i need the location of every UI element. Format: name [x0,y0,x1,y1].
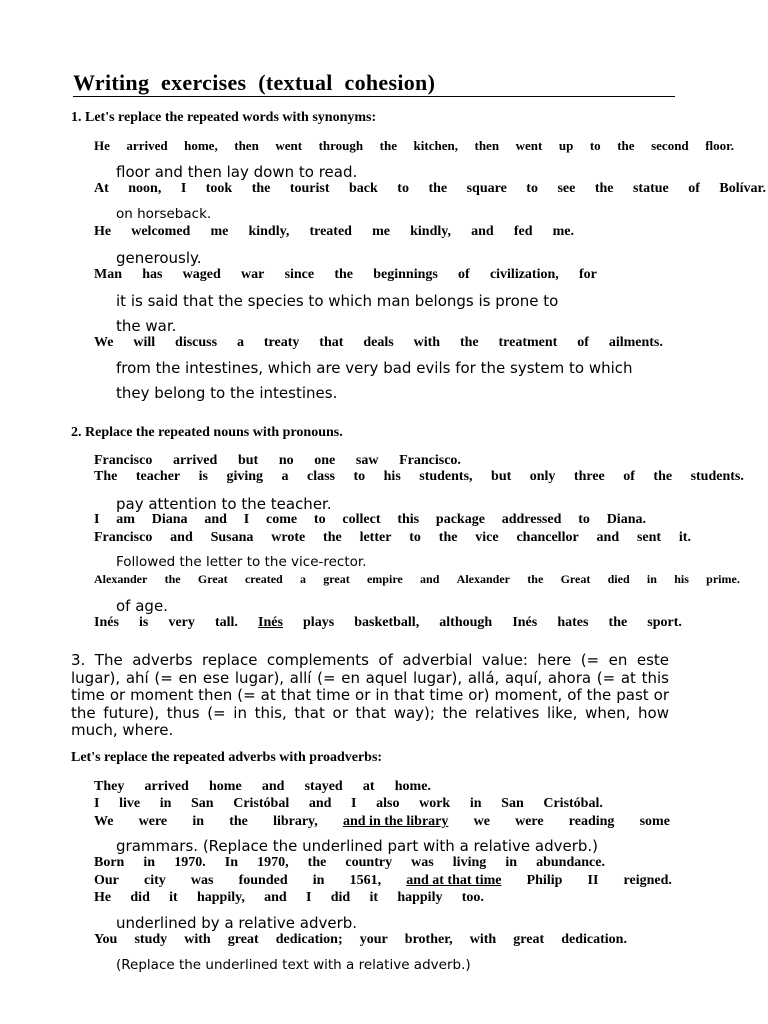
word: and [596,530,620,545]
word: and [204,512,227,527]
word: library, [273,814,318,829]
s3-line6 [94,890,484,906]
word: in [469,796,482,811]
section3-paragraph: 3. The adverbs replace complements of adverbial value: here (= en este lugar), ahí (= en ese lugar), allí (= en aquel lugar), allá, aquí, ahora (= at this time or moment then (= at that time or in that time or) moment, of the past or the future), thus (= in this, that or that way); the relatives like, when, how much, where. [71,651,669,739]
word: were [138,814,168,829]
word: 1561, [349,873,382,888]
word: the [608,615,628,630]
word: tourist [289,181,330,196]
word: waged [182,267,221,282]
word: kindly, [410,224,451,239]
word: Our [94,873,119,888]
word: empire [366,572,403,586]
word: In [224,855,238,870]
s2-line5b: of age. [116,597,168,615]
word: I [351,796,357,811]
word: deals [363,335,394,350]
word: dedication. [561,932,627,947]
word: to [313,512,326,527]
word: sport. [647,615,682,630]
word: was [411,855,434,870]
word: did [130,890,150,905]
word: ailments. [608,335,663,350]
word: chancellor [516,530,579,545]
word: of [623,469,635,484]
s1-line5b: from the intestines, which are very bad evils for the system to which [116,359,633,377]
word: Bolívar. [719,181,766,196]
word: very [168,615,195,630]
word: Cristóbal. [543,796,603,811]
word: great [323,572,350,586]
word: treaty [263,335,300,350]
word: of [688,181,700,196]
word: home. [394,779,431,794]
word: treatment [498,335,558,350]
word: in [505,855,518,870]
word: city [144,873,166,888]
s2-line4 [94,530,691,546]
word: At [94,181,109,196]
word: up [558,138,574,153]
s1-line1 [94,138,734,154]
word: is [139,615,149,630]
word: but [491,469,512,484]
word: arrived [172,453,218,468]
word: great [227,932,259,947]
word: fed [513,224,533,239]
word: prime. [706,572,740,586]
word: dedication; [275,932,343,947]
word: me [210,224,229,239]
word: You [94,932,118,947]
word: We [94,335,114,350]
s3-line7 [94,932,627,948]
s1-line4 [94,267,597,283]
word: hates [557,615,589,630]
word: am [116,512,135,527]
word: at [362,779,375,794]
s1-line2 [94,181,766,197]
word: the [307,855,327,870]
word: the [459,335,479,350]
word: did [330,890,351,905]
word: San [501,796,524,811]
word: The [94,469,118,484]
s1-line4b: it is said that the species to which man belongs is prone to [116,292,559,310]
word: living [452,855,487,870]
word: happily [397,890,443,905]
word: then [474,138,500,153]
word: teacher [135,469,181,484]
s2-line5 [94,572,740,587]
word: to [409,530,421,545]
word: me [372,224,390,239]
s3-line1 [94,779,431,795]
s3-line2 [94,796,603,812]
word: class [307,469,335,484]
word: students. [690,469,744,484]
s3-line5 [94,873,672,889]
word: one [314,453,336,468]
word: founded [238,873,288,888]
word: also [376,796,400,811]
word: it [169,890,178,905]
word: civilization, [489,267,559,282]
word: went [515,138,543,153]
word: Born [94,855,125,870]
s1-line1b: floor and then lay down to read. [116,163,358,181]
word: the [323,530,342,545]
word: Inés [512,615,538,630]
word: wrote [271,530,306,545]
page-title: Writing exercises (textual cohesion) [73,70,675,97]
word: floor. [705,138,734,153]
word: country [345,855,393,870]
word: a [281,469,289,484]
word: students, [419,469,473,484]
s1-line3b: generously. [116,249,202,267]
word: to [578,512,590,527]
word: I [94,512,100,527]
word: Cristóbal [233,796,290,811]
word: Francisco [94,453,153,468]
word: kitchen, [413,138,458,153]
word: Diana. [606,512,646,527]
word: noon, [128,181,162,196]
word: welcomed [131,224,191,239]
word: Francisco [94,530,153,545]
section1-heading: 1. Let's replace the repeated words with synonyms: [71,110,377,125]
word: package [435,512,485,527]
word: and [420,572,440,586]
word: Inés [94,615,119,630]
word: 1970, [257,855,289,870]
word: stayed [304,779,343,794]
word: with [413,335,441,350]
word: a [299,572,306,586]
word: letter [359,530,392,545]
s3-line3 [94,814,670,830]
word: abundance. [536,855,605,870]
word: of [458,267,470,282]
s1-line2b: on horseback. [116,206,212,222]
word: see [557,181,576,196]
s1-line4c: the war. [116,317,177,335]
word: the [438,530,458,545]
word: with [184,932,211,947]
word: only [529,469,556,484]
word: vice [475,530,499,545]
s3-line7b: (Replace the underlined text with a relative adverb.) [116,957,471,973]
word: in [159,796,172,811]
word: Philip [526,873,563,888]
word: I [180,181,187,196]
word: a [236,335,244,350]
word: although [439,615,493,630]
word: to [397,181,409,196]
word: square [466,181,507,196]
word: discuss [175,335,218,350]
s1-line3 [94,224,574,240]
word: it [369,890,379,905]
word: arrived [126,138,168,153]
word: was [190,873,214,888]
word: me. [552,224,574,239]
word: 1970. [174,855,206,870]
word: for [578,267,597,282]
word: and [261,779,285,794]
word: war [241,267,265,282]
word: I [243,512,250,527]
word: live [119,796,141,811]
s1-line5 [94,335,663,351]
underlined-word: and at that time [406,873,502,888]
word: the [229,814,248,829]
word: come [266,512,298,527]
s2-line1 [94,453,461,469]
word: some [639,814,670,829]
word: back [349,181,378,196]
word: with [469,932,497,947]
word: II [587,873,599,888]
word: Great [560,572,591,586]
word: He [94,224,112,239]
word: died [607,572,630,586]
word: the [594,181,614,196]
word: I [94,796,100,811]
word: I [306,890,312,905]
word: is [198,469,208,484]
word: took [205,181,233,196]
s2-line4b: Followed the letter to the vice-rector. [116,554,367,570]
word: the [251,181,271,196]
word: sent [636,530,662,545]
word: no [278,453,294,468]
word: plays [303,615,335,630]
section2-heading: 2. Replace the repeated nouns with pronouns. [71,425,343,440]
s2-line2 [94,469,744,485]
word: and [308,796,332,811]
word: the [527,572,544,586]
word: tall. [214,615,238,630]
word: your [359,932,388,947]
word: his [674,572,689,586]
word: but [237,453,259,468]
word: were [515,814,544,829]
word: brother, [404,932,453,947]
word: Diana [151,512,188,527]
word: home, [184,138,218,153]
word: reigned. [623,873,672,888]
s2-line3 [94,512,646,528]
word: too. [461,890,484,905]
word: we [473,814,490,829]
s3-line3b: grammars. (Replace the underlined part with a relative adverb.) [116,837,598,855]
word: home [209,779,242,794]
word: They [94,779,125,794]
word: in [143,855,156,870]
word: Susana [210,530,254,545]
word: work [419,796,451,811]
word: great [513,932,545,947]
underlined-word: Inés [258,615,283,630]
word: beginnings [373,267,438,282]
word: this [397,512,420,527]
underlined-word: and in the library [342,814,449,829]
word: the [334,267,354,282]
word: it. [678,530,691,545]
word: He [94,890,112,905]
word: giving [226,469,264,484]
word: basketball, [354,615,420,630]
word: to [589,138,601,153]
s1-line5c: they belong to the intestines. [116,384,338,402]
word: will [133,335,156,350]
word: in [192,814,205,829]
word: We [94,814,114,829]
word: went [275,138,303,153]
s3-line6b: underlined by a relative adverb. [116,914,358,932]
word: the [653,469,673,484]
word: the [164,572,181,586]
word: addressed [501,512,562,527]
word: and [170,530,193,545]
word: and [264,890,287,905]
word: Man [94,267,122,282]
word: in [312,873,325,888]
word: three [573,469,605,484]
word: collect [342,512,381,527]
word: happily, [196,890,245,905]
word: in [646,572,657,586]
word: treated [309,224,352,239]
word: reading [568,814,615,829]
word: the [379,138,398,153]
word: the [617,138,635,153]
word: Alexander [94,572,148,586]
word: Alexander [456,572,510,586]
word: and [471,224,494,239]
word: kindly, [248,224,290,239]
word: then [234,138,259,153]
word: San [191,796,214,811]
word: He [94,138,110,153]
word: created [244,572,283,586]
word: to [526,181,538,196]
word: statue [632,181,669,196]
word: of [577,335,589,350]
section3-heading: Let's replace the repeated adverbs with proadverbs: [71,750,383,765]
word: saw [355,453,379,468]
word: his [383,469,401,484]
word: study [134,932,168,947]
word: arrived [144,779,189,794]
word: Great [197,572,228,586]
word: through [318,138,364,153]
word: to [353,469,366,484]
word: since [284,267,315,282]
s3-line4 [94,855,605,871]
word: has [142,267,163,282]
s2-line6 [94,615,682,631]
word: second [651,138,689,153]
word: Francisco. [399,453,461,468]
word: that [319,335,344,350]
word: the [428,181,448,196]
s2-line2b: pay attention to the teacher. [116,495,332,513]
